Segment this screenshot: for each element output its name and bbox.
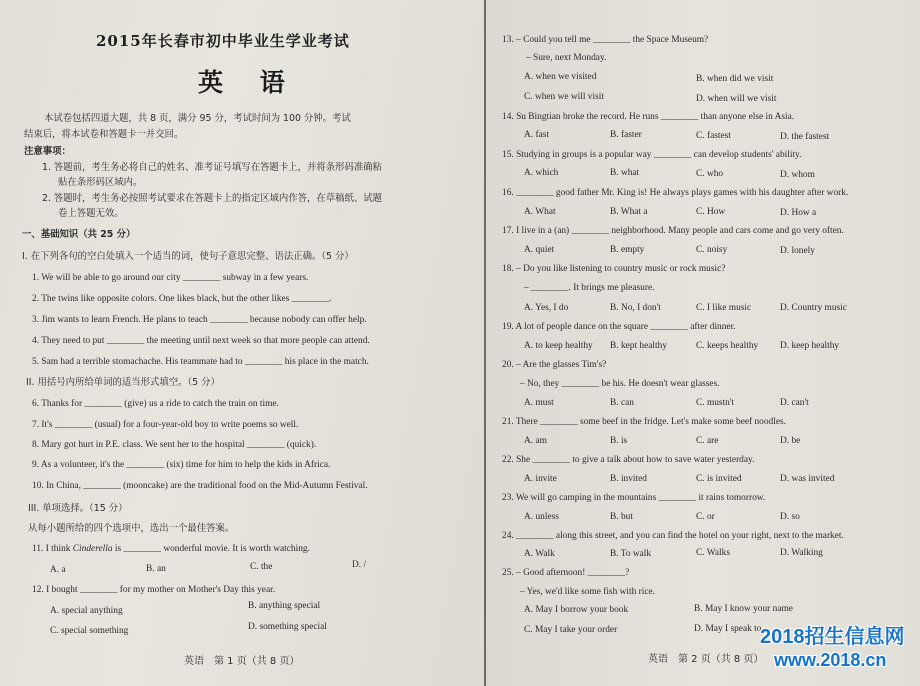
question-14: 14. Su Bingtian broke the record. He runs ________ than anyone else in Asia. — [502, 112, 795, 122]
question-12-option-a: A. special anything — [50, 606, 123, 616]
question-16: 16. ________ good father Mr. King is! He always plays games with his daughter after work. — [502, 188, 849, 198]
question-12: 12. I bought ________ for my mother on Mother's Day this year. — [32, 585, 276, 595]
question-21-option-a: A. am — [524, 436, 547, 446]
notice-2-line-1: 2. 答题时，考生务必按照考试要求在答题卡上的指定区域内作答，在草稿纸、试题 — [42, 193, 383, 204]
question-20-option-d: D. can't — [780, 398, 809, 408]
question-24-option-b: B. To walk — [610, 549, 652, 559]
question-9: 9. As a volunteer, it's the ________ (six) time for him to help the kids in Africa. — [32, 460, 331, 470]
question-19-option-b: B. kept healthy — [610, 341, 668, 351]
page-1-footer: 英语 第 1 页（共 8 页） — [184, 656, 300, 667]
question-12-option-c: C. special something — [50, 626, 129, 636]
section-3-instruction: 从每小题所给的四个选项中，选出一个最佳答案。 — [28, 523, 235, 534]
question-11-option-c: C. the — [250, 562, 273, 572]
question-11 — [32, 545, 310, 554]
exam-page-2 — [486, 0, 920, 686]
exam-title: 2015年长春市初中毕业生学业考试 — [96, 32, 350, 50]
question-25-option-a: A. May I borrow your book — [524, 605, 629, 615]
question-17: 17. I live in a (an) ________ neighborhood. Many people and cars come and go very often. — [502, 226, 844, 236]
question-18-option-a: A. Yes, I do — [524, 303, 569, 313]
watermark-site-name: 2018招生信息网 — [760, 626, 905, 648]
question-21-option-c: C. are — [696, 436, 719, 446]
question-24-option-c: C. Walks — [696, 548, 730, 558]
question-20-reply: – No, they ________ be his. He doesn't wear glasses. — [520, 379, 720, 389]
question-7: 7. It's ________ (usual) for a four-year-old boy to write poems so well. — [32, 420, 299, 430]
question-20-option-a: A. must — [524, 398, 554, 408]
question-1: 1. We will be able to go around our city ________ subway in a few years. — [32, 273, 309, 283]
question-15-option-c: C. who — [696, 169, 724, 179]
question-21-option-d: D. be — [780, 436, 801, 446]
intro-line-1: 本试卷包括四道大题，共 8 页，满分 95 分，考试时间为 100 分钟。考试 — [44, 113, 351, 124]
question-8: 8. Mary got hurt in P.E. class. We sent her to the hospital ________ (quick). — [32, 440, 317, 450]
question-17-option-c: C. noisy — [696, 245, 728, 255]
question-10: 10. In China, ________ (mooncake) are the traditional food on the Mid-Autumn Festival. — [32, 481, 368, 491]
question-13: 13. – Could you tell me ________ the Space Museum? — [502, 35, 709, 45]
part-1-heading: 一、基础知识（共 25 分） — [22, 229, 136, 240]
question-22-option-d: D. was invited — [780, 474, 835, 484]
question-17-option-a: A. quiet — [524, 245, 555, 255]
question-19-option-a: A. to keep healthy — [524, 341, 593, 351]
question-3: 3. Jim wants to learn French. He plans to teach ________ because nobody can offer help. — [32, 315, 367, 325]
page-2-footer: 英语 第 2 页（共 8 页） — [648, 654, 764, 665]
question-23-option-d: D. so — [780, 512, 800, 522]
watermark-url: www.2018.cn — [774, 650, 887, 670]
question-25-option-c: C. May I take your order — [524, 625, 618, 635]
section-1-heading: I. 在下列各句的空白处填入一个适当的词，使句子意思完整、语法正确。（5 分） — [22, 251, 354, 262]
question-2: 2. The twins like opposite colors. One likes black, but the other likes ________. — [32, 294, 332, 304]
question-19-option-d: D. keep healthy — [780, 341, 840, 351]
question-20-option-c: C. mustn't — [696, 398, 735, 408]
question-16-option-a: A. What — [524, 207, 556, 217]
question-11-option-d: D. / — [352, 560, 367, 570]
question-20: 20. – Are the glasses Tim's? — [502, 360, 607, 370]
question-25-option-b: B. May I know your name — [694, 604, 793, 614]
notice-2-line-2: 卷上答题无效。 — [58, 208, 124, 219]
question-12-option-d: D. something special — [248, 622, 327, 632]
question-11-option-a: A. a — [50, 565, 66, 575]
question-11-stem-end: is ________ wonderful movie. It is worth watching. — [112, 544, 310, 554]
question-11-option-b: B. an — [146, 564, 166, 574]
question-18-reply: – ________. It brings me pleasure. — [524, 283, 655, 293]
question-23-option-b: B. but — [610, 512, 633, 522]
question-13-option-a: A. when we visited — [524, 72, 597, 82]
question-6: 6. Thanks for ________ (give) us a ride to catch the train on time. — [32, 399, 279, 409]
question-24: 24. ________ along this street, and you can find the hotel on your right, next to the market. — [502, 531, 844, 541]
question-13-option-d: D. when will we visit — [696, 94, 777, 104]
question-15-option-b: B. what — [610, 168, 640, 178]
question-14-option-b: B. faster — [610, 130, 642, 140]
question-15: 15. Studying in groups is a popular way ________ can develop students' ability. — [502, 150, 802, 160]
question-12-option-b: B. anything special — [248, 601, 321, 611]
notice-1-line-2: 贴在条形码区域内。 — [58, 177, 143, 188]
notice-heading: 注意事项： — [24, 146, 71, 157]
question-18-option-b: B. No, I don't — [610, 303, 661, 313]
question-18-option-c: C. I like music — [696, 303, 752, 313]
question-17-option-d: D. lonely — [780, 246, 815, 256]
question-14-option-c: C. fastest — [696, 131, 731, 141]
question-13-option-c: C. when we will visit — [524, 92, 604, 102]
subject-title: 英 语 — [198, 68, 299, 97]
question-13-option-b: B. when did we visit — [696, 74, 774, 84]
question-22-option-a: A. invite — [524, 474, 557, 484]
question-13-reply: – Sure, next Monday. — [526, 53, 607, 63]
question-17-option-b: B. empty — [610, 245, 645, 255]
question-4: 4. They need to put ________ the meeting until next week so that more people can attend. — [32, 336, 370, 346]
question-19-option-c: C. keeps healthy — [696, 341, 759, 351]
question-23: 23. We will go camping in the mountains ________ it rains tomorrow. — [502, 493, 766, 503]
question-18: 18. – Do you like listening to country music or rock music? — [502, 264, 726, 274]
question-23-option-a: A. unless — [524, 512, 559, 522]
question-23-option-c: C. or — [696, 512, 715, 522]
question-21: 21. There ________ some beef in the fridge. Let's make some beef noodles. — [502, 417, 786, 427]
question-21-option-b: B. is — [610, 436, 628, 446]
question-22: 22. She ________ to give a talk about how to save water yesterday. — [502, 455, 755, 465]
question-5: 5. Sam had a terrible stomachache. His teammate had to ________ his place in the match. — [32, 357, 369, 367]
section-3-heading: III. 单项选择。（15 分） — [28, 503, 128, 514]
intro-line-2: 结束后，将本试卷和答题卡一并交回。 — [24, 129, 184, 140]
question-18-option-d: D. Country music — [780, 303, 847, 313]
question-11-movie-title: Cinderella — [72, 544, 113, 554]
question-25: 25. – Good afternoon! ________? — [502, 568, 630, 578]
section-2-heading: II. 用括号内所给单词的适当形式填空。（5 分） — [26, 377, 220, 388]
question-22-option-b: B. invited — [610, 474, 647, 484]
question-15-option-a: A. which — [524, 168, 559, 178]
question-11-stem-start: 11. I think — [32, 544, 73, 554]
question-20-option-b: B. can — [610, 398, 634, 408]
question-14-option-a: A. fast — [524, 130, 549, 140]
question-24-option-a: A. Walk — [524, 549, 555, 559]
question-16-option-c: C. How — [696, 207, 726, 217]
question-19: 19. A lot of people dance on the square ________ after dinner. — [502, 322, 736, 332]
question-15-option-d: D. whom — [780, 170, 815, 180]
question-16-option-d: D. How a — [780, 208, 817, 218]
notice-1-line-1: 1. 答题前，考生务必将自己的姓名、准考证号填写在答题卡上，并将条形码准确粘 — [42, 162, 383, 173]
question-24-option-d: D. Walking — [780, 548, 823, 558]
question-22-option-c: C. is invited — [696, 474, 742, 484]
question-14-option-d: D. the fastest — [780, 132, 830, 142]
question-16-option-b: B. What a — [610, 207, 648, 217]
question-25-option-d: D. May I speak to — [694, 624, 762, 634]
question-25-reply: – Yes, we'd like some fish with rice. — [520, 587, 656, 597]
